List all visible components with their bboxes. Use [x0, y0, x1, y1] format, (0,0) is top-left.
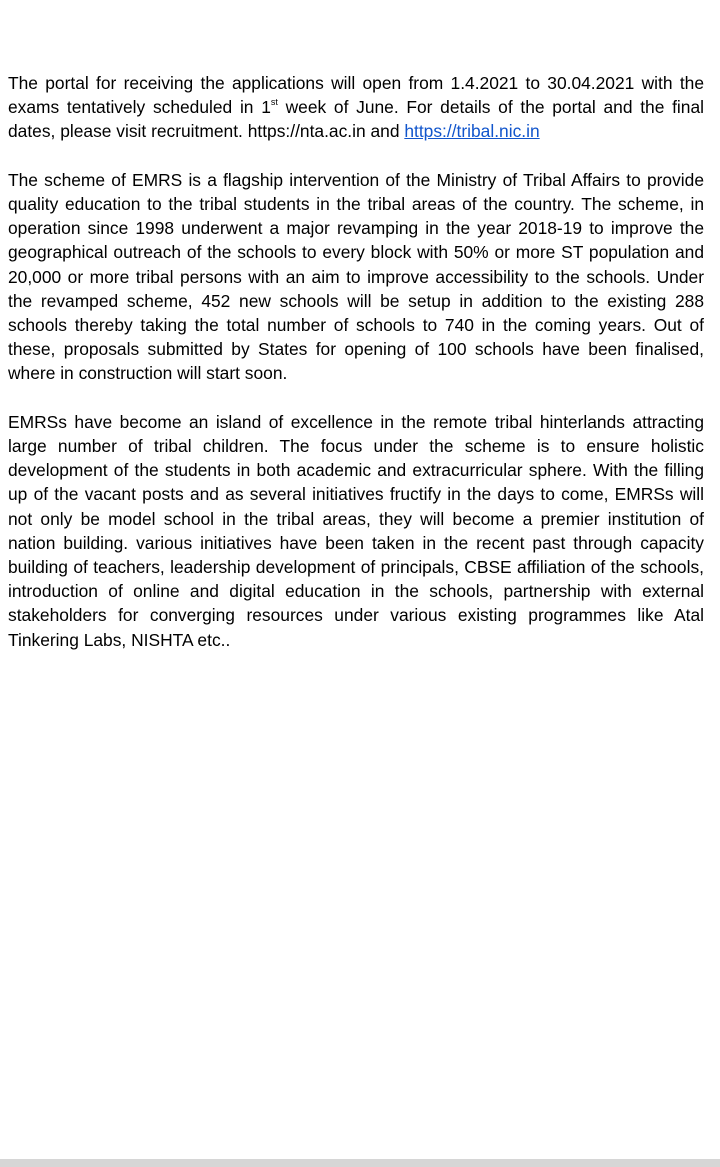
paragraph-emrs-excellence: EMRSs have become an island of excellence in the remote tribal hinterlands attracting large number of tribal children. The focus under the scheme is to ensure holistic development of the students in both academic and extracurricular sphere. With the filling up of the vacant posts and as several initiatives fructify in the days to come, EMRSs will not only be model school in the tribal areas, they will become a premier institution of nation building. various initiatives have been taken in the recent past through capacity building of teachers, leadership development of principals, CBSE affiliation of the schools, introduction of online and digital education in the schools, partnership with external stakeholders for converging resources under various existing programmes like Atal Tinkering Labs, NISHTA etc.. [8, 411, 704, 650]
bottom-edge [0, 1159, 720, 1167]
document-body [8, 71, 704, 676]
paragraph-portal-dates [8, 71, 704, 144]
portal-text-part1: The portal for receiving the applications will open from 1.4.2021 to 30.04.2021 with the exams tentatively scheduled in 1 [8, 73, 704, 118]
portal-text-part2: week of June. For details of the portal and the final dates, please visit recruitment. https://nta.ac.in and [8, 97, 704, 142]
tribal-portal-link[interactable]: https://tribal.nic.in [404, 121, 540, 142]
ordinal-superscript: st [270, 97, 278, 108]
paragraph-emrs-scheme: The scheme of EMRS is a flagship intervention of the Ministry of Tribal Affairs to provide quality education to the tribal students in the tribal areas of the country. The scheme, in operation since 1998 underwent a major revamping in the year 2018-19 to improve the geographical outreach of the schools to every block with 50% or more ST population and 20,000 or more tribal persons with an aim to improve accessibility to the schools. Under the revamped scheme, 452 new schools will be setup in addition to the existing 288 schools thereby taking the total number of schools to 740 in the coming years. Out of these, proposals submitted by States for opening of 100 schools have been finalised, where in construction will start soon. [8, 169, 704, 384]
